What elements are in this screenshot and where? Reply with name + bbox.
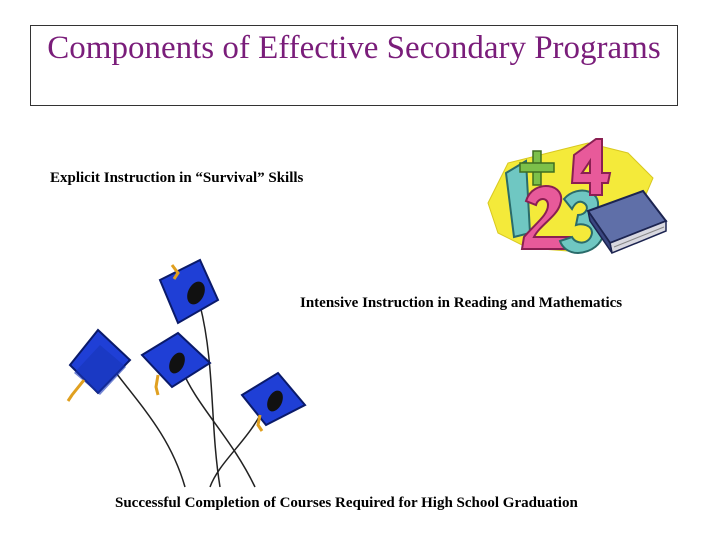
slide-title: Components of Effective Secondary Programs bbox=[47, 30, 661, 66]
graduation-caps-clipart bbox=[60, 255, 310, 490]
graduation-cap-icon bbox=[68, 330, 130, 401]
graduation-cap-icon bbox=[242, 373, 305, 431]
numbers-and-book-clipart bbox=[478, 133, 668, 263]
bullet-graduation: Successful Completion of Courses Required for High School Graduation bbox=[115, 495, 578, 511]
title-box bbox=[30, 25, 678, 106]
bullet-reading-math: Intensive Instruction in Reading and Mathematics bbox=[300, 295, 623, 311]
bullet-survival-skills: Explicit Instruction in “Survival” Skills bbox=[50, 170, 304, 186]
graduation-cap-icon bbox=[160, 260, 218, 323]
graduation-cap-icon bbox=[142, 333, 210, 395]
